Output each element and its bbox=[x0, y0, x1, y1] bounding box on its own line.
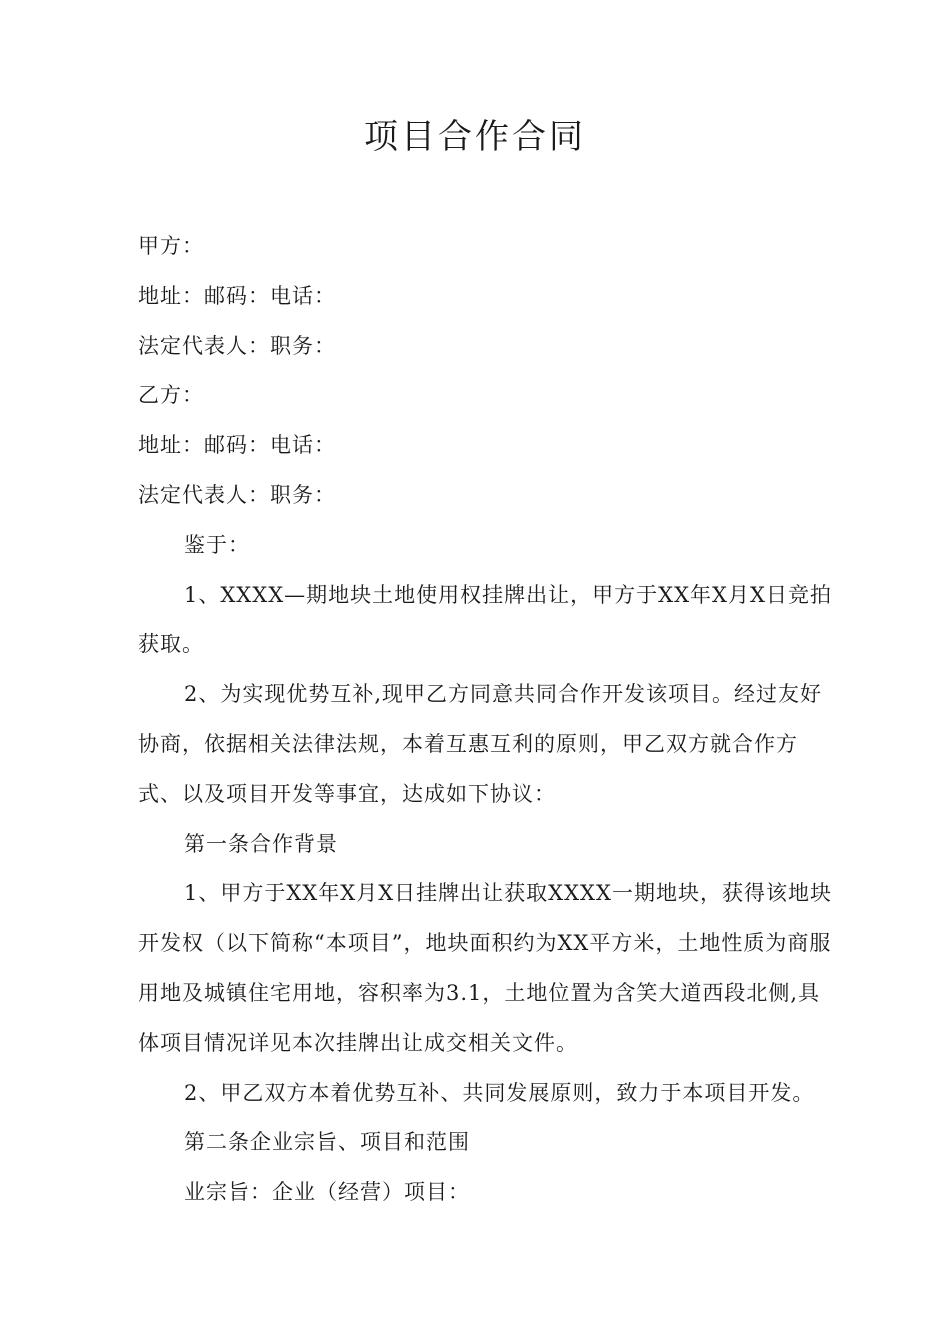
article-2-line-1: 业宗旨：企业（经营）项目： bbox=[184, 1180, 470, 1205]
party-a-label: 甲方： bbox=[138, 234, 204, 258]
party-b-label: 乙方： bbox=[138, 383, 204, 408]
document-title: 项目合作合同 bbox=[364, 117, 586, 157]
party-b-representative: 法定代表人：职务： bbox=[138, 482, 336, 507]
article-1-clause-1: 1、甲方于XX年X月X日挂牌出让获取XXXX一期地块，获得该地块开发权（以下简称“本项目”，地块面积约为XX平方米，土地性质为商服用地及城镇住宅用地，容积率为3.1，土地位置为含笑大道西段北侧,具体项目情况详见本次挂牌出让成交相关文件。 bbox=[138, 881, 832, 1055]
article-1-heading: 第一条合作背景 bbox=[184, 831, 338, 856]
whereas-heading: 鉴于： bbox=[184, 532, 250, 557]
article-1-clause-2: 2、甲乙双方本着优势互补、共同发展原则，致力于本项目开发。 bbox=[184, 1080, 815, 1105]
party-a-contact: 地址：邮码：电话： bbox=[138, 283, 336, 308]
article-2-heading: 第二条企业宗旨、项目和范围 bbox=[184, 1130, 470, 1155]
whereas-clause-1: 1、XXXX—期地块土地使用权挂牌出让，甲方于XX年X月X日竞拍获取。 bbox=[138, 582, 832, 657]
party-b-contact: 地址：邮码：电话： bbox=[138, 433, 336, 458]
party-a-representative: 法定代表人：职务： bbox=[138, 333, 336, 358]
document-body bbox=[138, 222, 838, 1218]
whereas-clause-2: 2、为实现优势互补,现甲乙方同意共同合作开发该项目。经过友好协商，依据相关法律法规，本着互惠互利的原则，甲乙双方就合作方式、以及项目开发等事宜，达成如下协议： bbox=[138, 682, 823, 806]
